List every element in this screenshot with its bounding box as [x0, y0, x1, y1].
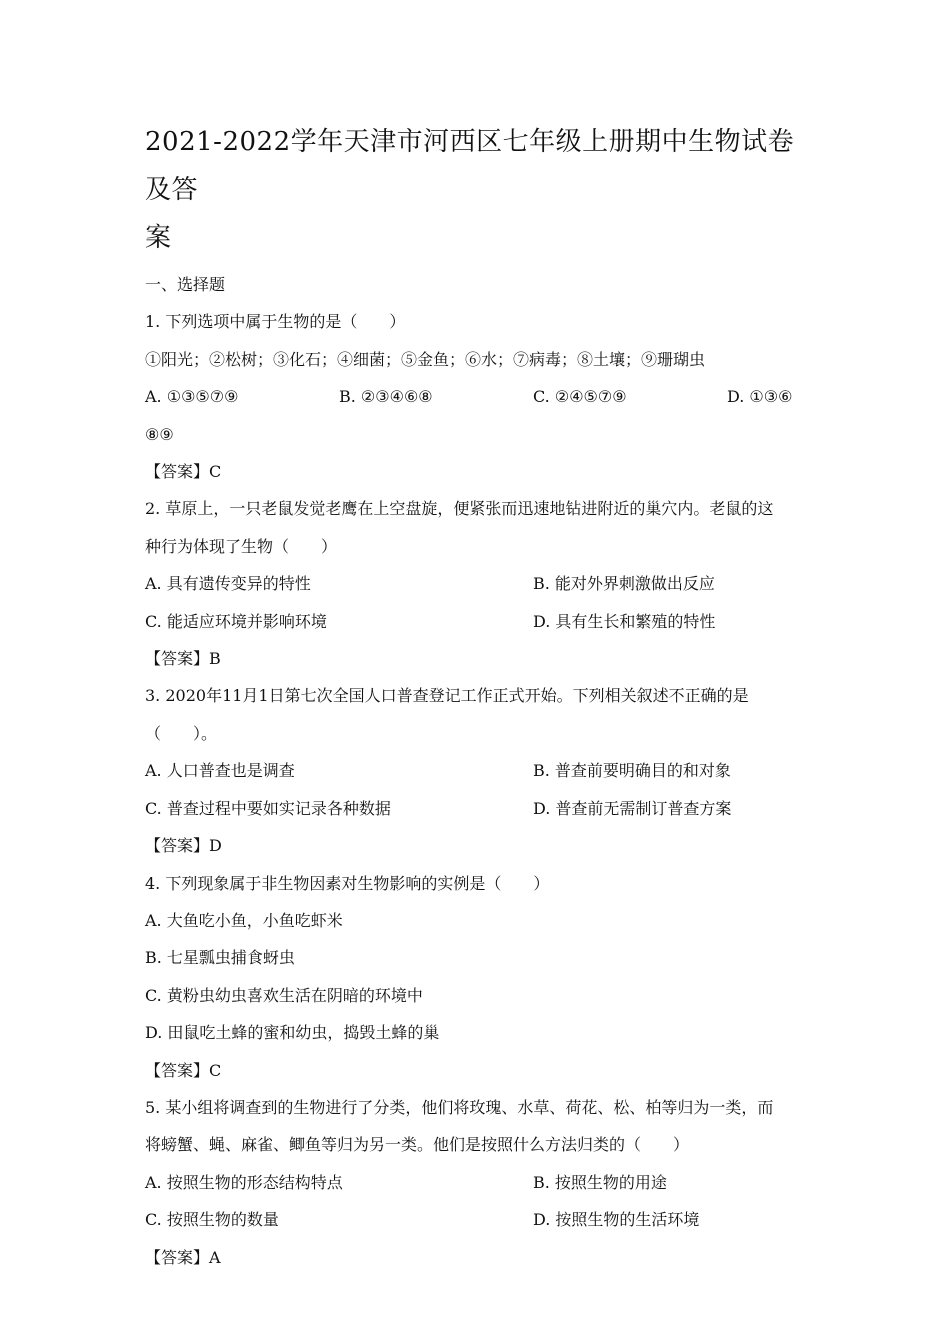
question-3-option-c: C. 普查过程中要如实记录各种数据	[145, 798, 391, 818]
question-1-option-c: C. ②④⑤⑦⑨	[533, 387, 627, 407]
question-5-option-a: A. 按照生物的形态结构特点	[145, 1172, 343, 1192]
title-line-2: 案	[145, 223, 172, 253]
question-5-option-d: D. 按照生物的生活环境	[533, 1210, 700, 1230]
question-5-answer: 【答案】A	[145, 1247, 221, 1267]
question-4-option-c: C. 黄粉虫幼虫喜欢生活在阴暗的环境中	[145, 985, 423, 1005]
document-title	[145, 118, 810, 262]
question-2-stem-line-1: 2. 草原上，一只老鼠发觉老鹰在上空盘旋，便紧张而迅速地钻进附近的巢穴内。老鼠的这	[145, 499, 774, 519]
question-3-stem-line-1: 3. 2020年11月1日第七次全国人口普查登记工作正式开始。下列相关叙述不正确的是	[145, 686, 749, 706]
question-3-options-ab	[145, 752, 810, 789]
question-5-stem-line-2: 将螃蟹、蝇、麻雀、鲫鱼等归为另一类。他们是按照什么方法归类的（ ）	[145, 1135, 690, 1155]
question-1-stem: 1. 下列选项中属于生物的是（ ）	[145, 312, 406, 332]
question-2-answer: 【答案】B	[145, 649, 221, 669]
question-4-stem: 4. 下列现象属于非生物因素对生物影响的实例是（ ）	[145, 873, 550, 893]
question-3-options-cd	[145, 790, 810, 827]
question-5-stem-line-1: 5. 某小组将调查到的生物进行了分类，他们将玫瑰、水草、荷花、松、柏等归为一类，而	[145, 1097, 774, 1117]
question-2-option-a: A. 具有遗传变异的特性	[145, 574, 311, 594]
question-1-answer: 【答案】C	[145, 462, 222, 482]
question-4-option-d: D. 田鼠吃土蜂的蜜和幼虫，捣毁土蜂的巢	[145, 1023, 440, 1043]
question-2-stem-line-2: 种行为体现了生物（ ）	[145, 536, 338, 556]
question-5-option-c: C. 按照生物的数量	[145, 1210, 279, 1230]
question-3-option-b: B. 普查前要明确目的和对象	[533, 761, 731, 781]
question-4-option-a: A. 大鱼吃小鱼，小鱼吃虾米	[145, 910, 343, 930]
question-4-option-b: B. 七星瓢虫捕食蚜虫	[145, 948, 295, 968]
question-1-option-b: B. ②③④⑥⑧	[339, 387, 433, 407]
question-2-option-b: B. 能对外界刺激做出反应	[533, 574, 715, 594]
question-4-answer: 【答案】C	[145, 1060, 222, 1080]
question-3-stem-line-2: （ ）。	[145, 723, 218, 743]
question-1-option-a: A. ①③⑤⑦⑨	[145, 387, 239, 407]
question-1-option-d: D. ①③⑥	[727, 387, 793, 407]
question-1-options	[145, 378, 810, 415]
question-5-options-cd	[145, 1201, 810, 1238]
question-2-options-ab	[145, 565, 810, 602]
title-line-1: 2021-2022学年天津市河西区七年级上册期中生物试卷及答	[145, 127, 795, 205]
question-1-option-d-wrap: ⑧⑨	[145, 424, 174, 444]
question-3-answer: 【答案】D	[145, 836, 222, 856]
question-1-items: ①阳光；②松树；③化石；④细菌；⑤金鱼；⑥水；⑦病毒；⑧土壤；⑨珊瑚虫	[145, 349, 706, 369]
question-5-option-b: B. 按照生物的用途	[533, 1172, 667, 1192]
section-heading: 一、选择题	[145, 275, 226, 294]
question-2-option-d: D. 具有生长和繁殖的特性	[533, 611, 716, 631]
question-3-option-a: A. 人口普查也是调查	[145, 761, 295, 781]
question-5-options-ab	[145, 1164, 810, 1201]
question-2-options-cd	[145, 603, 810, 640]
question-2-option-c: C. 能适应环境并影响环境	[145, 611, 327, 631]
document-page	[145, 118, 810, 1276]
question-3-option-d: D. 普查前无需制订普查方案	[533, 798, 732, 818]
